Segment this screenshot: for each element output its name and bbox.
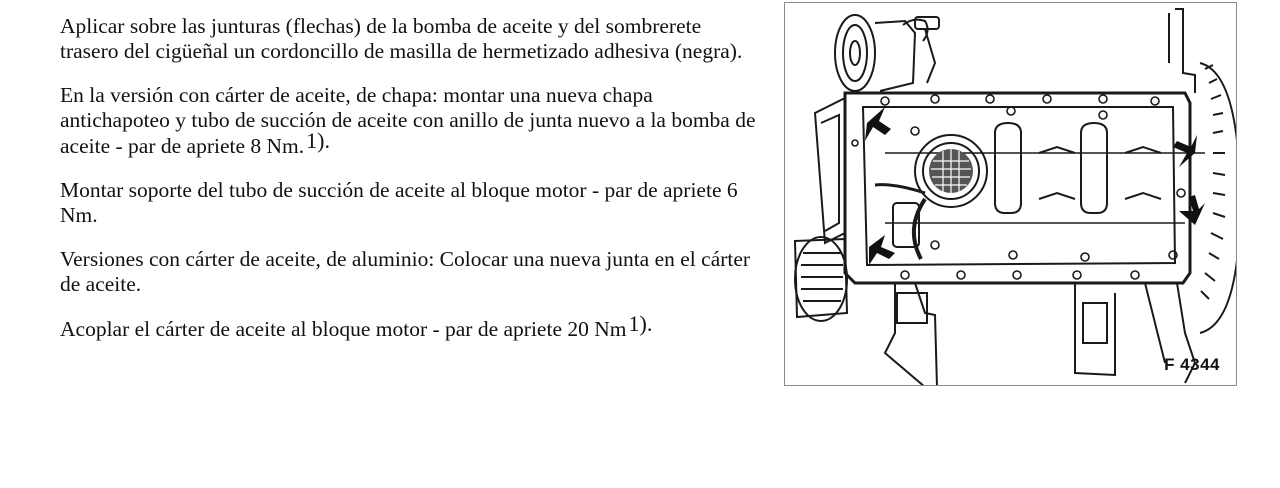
paragraph-splash-plate — [60, 83, 760, 159]
figure-label: F 4344 — [1164, 355, 1220, 374]
engine-figure — [784, 2, 1237, 386]
paragraph-aluminium-gasket — [60, 247, 760, 297]
footnote-marker: 1). — [306, 128, 330, 153]
paragraph-text: Montar soporte del tubo de succión de aceite al bloque motor - par de apriete 6 Nm. — [60, 178, 738, 227]
paragraph-suction-bracket — [60, 178, 760, 228]
paragraph-oil-pan-torque — [60, 311, 760, 342]
footnote-marker: 1). — [628, 311, 653, 336]
paragraph-text: Aplicar sobre las junturas (flechas) de la bomba de aceite y del sombrerete trasero del cigüeñal un cordoncillo de masilla de hermetizado adhesiva (negra). — [60, 14, 743, 63]
engine-block-oil-pan-illustration — [785, 3, 1237, 386]
paragraph-text: Acoplar el cárter de aceite al bloque motor - par de apriete 20 Nm — [60, 317, 627, 341]
paragraph-sealant — [60, 14, 760, 64]
paragraph-text: En la versión con cárter de aceite, de chapa: montar una nueva chapa antichapoteo y tubo de succión de aceite con anillo de junta nuevo a la bomba de aceite - par de apriete 8 Nm. — [60, 83, 756, 158]
instruction-text — [60, 14, 760, 361]
paragraph-text: Versiones con cárter de aceite, de aluminio: Colocar una nueva junta en el cárter de aceite. — [60, 247, 751, 296]
